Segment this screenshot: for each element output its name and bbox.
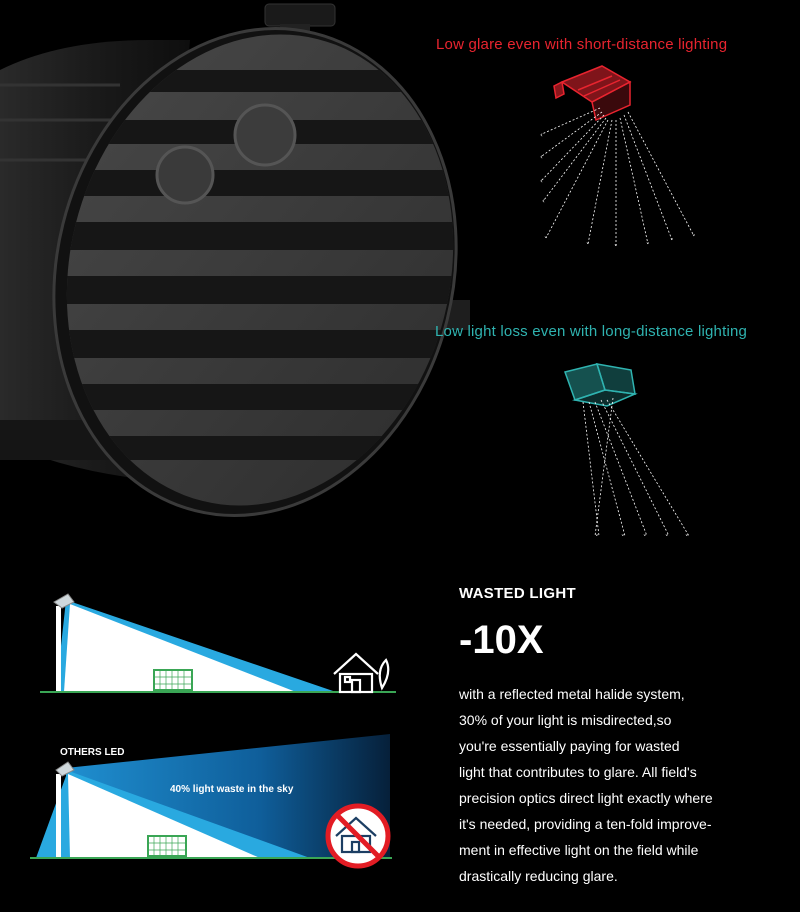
svg-text:˅: ˅	[692, 234, 696, 242]
svg-text:‹: ‹	[540, 153, 543, 161]
svg-text:‹: ‹	[540, 131, 543, 139]
sky-waste-label: 40% light waste in the sky	[170, 784, 294, 795]
description-line: precision optics direct light exactly where	[459, 790, 713, 806]
light-loss-caption: Low light loss even with long-distance lighting	[435, 323, 748, 340]
svg-text:‹: ‹	[540, 177, 543, 185]
description-paragraph	[459, 681, 759, 889]
svg-text:˅: ˅	[614, 244, 618, 252]
svg-text:˅: ˅	[685, 534, 689, 542]
description-line: drastically reducing glare.	[459, 868, 618, 884]
long-distance-beam-diagram	[555, 360, 705, 545]
others-led-label: OTHERS LED	[60, 747, 125, 758]
svg-text:˅: ˅	[665, 534, 669, 542]
short-distance-beam-diagram	[530, 60, 720, 255]
svg-text:˅: ˅	[670, 238, 674, 246]
description-line: with a reflected metal halide system,	[459, 686, 685, 702]
description-line: 30% of your light is misdirected,so	[459, 712, 672, 728]
svg-text:˅: ˅	[595, 534, 599, 542]
svg-text:˅: ˅	[544, 236, 548, 244]
svg-text:˅: ˅	[621, 534, 625, 542]
svg-text:˅: ˅	[643, 534, 647, 542]
floodlight-product-image	[0, 0, 480, 520]
svg-text:˅: ˅	[646, 242, 650, 250]
wasted-light-heading: WASTED LIGHT	[459, 585, 576, 602]
focused-light-field-diagram	[36, 588, 406, 698]
description-line: you're essentially paying for wasted	[459, 738, 680, 754]
svg-text:‹: ‹	[542, 197, 545, 205]
description-line: it's needed, providing a ten-fold improve-	[459, 816, 712, 832]
description-line: ment in effective light on the field while	[459, 842, 699, 858]
improvement-value: -10X	[459, 618, 544, 662]
description-line: light that contributes to glare. All field's	[459, 764, 697, 780]
glare-caption: Low glare even with short-distance lighting	[436, 36, 728, 53]
svg-text:˅: ˅	[586, 242, 590, 250]
